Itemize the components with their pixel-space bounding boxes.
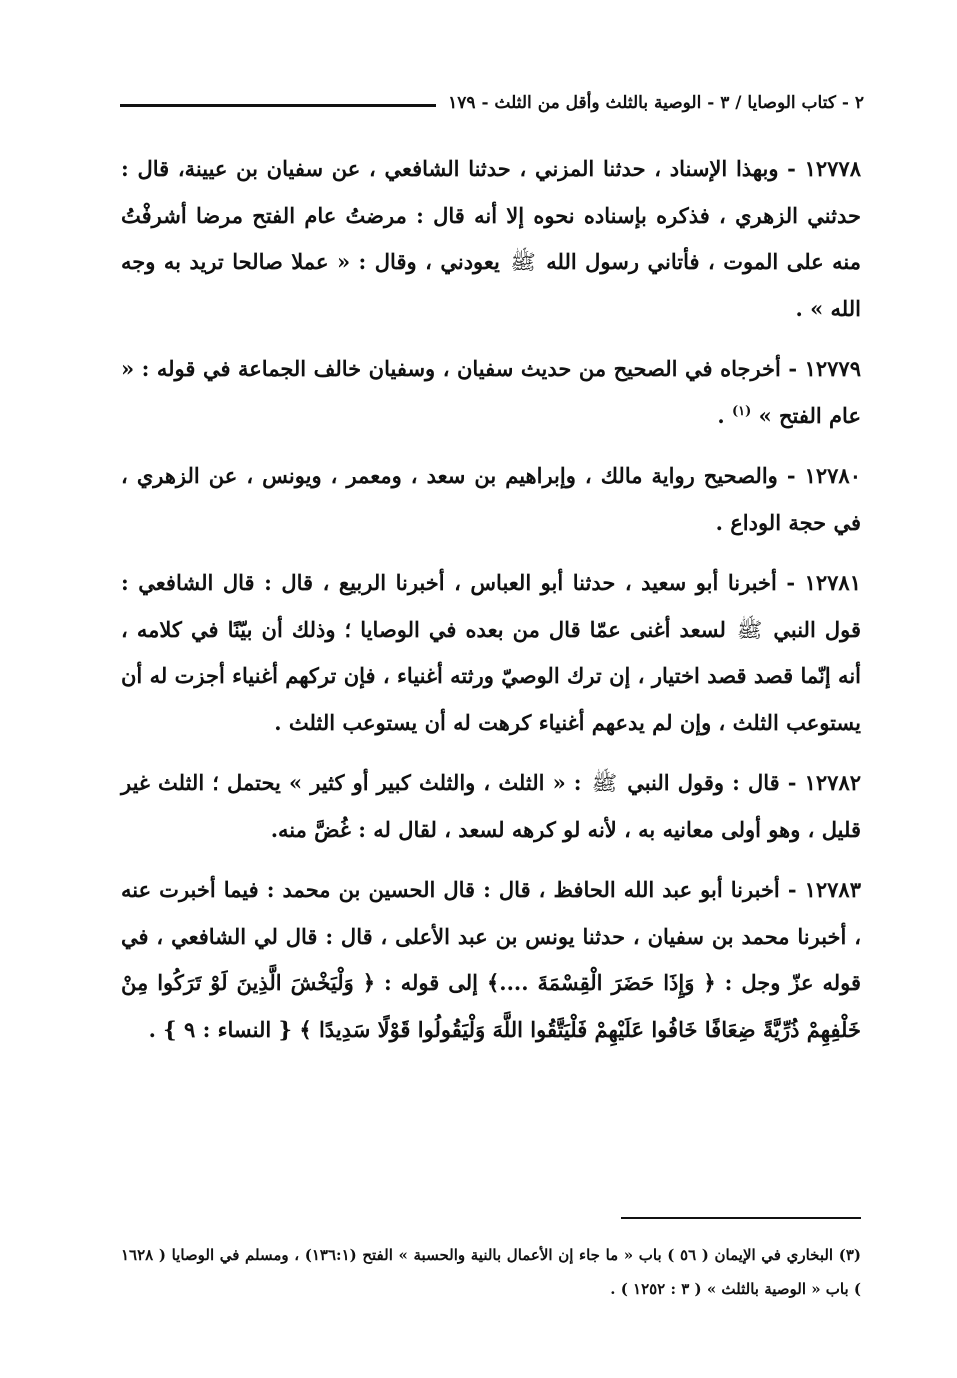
hadith-number: ١٢٧٧٩	[804, 356, 861, 381]
hadith-number: ١٢٧٨٠	[804, 463, 861, 488]
paragraph-12781	[121, 560, 861, 746]
paragraph-text: - أخبرنا أبو عبد الله الحافظ ، قال : قال الحسين بن محمد : فيما أخبرت عنه ، أخبرنا محمد بن سفيان ، حدثنا يونس بن عبد الأعلى ، قال : قال لي الشافعي ، في قوله عزّ وجل : ﴿ وَإِذَا حَضَرَ الْقِسْمَةَ ....﴾ إلى قوله : ﴿ وَلْيَخْشَ الَّذِينَ لَوْ تَرَكُوا مِنْ خَلْفِهِمْ ذُرِّيَّةً ضِعَافًا خَافُوا عَلَيْهِمْ فَلْيَتَّقُوا اللَّهَ وَلْيَقُولُوا قَوْلًا سَدِيدًا ﴾ { النساء : ٩ } .	[121, 877, 861, 1042]
footnotes	[121, 1238, 861, 1306]
hadith-number: ١٢٧٨١	[804, 570, 861, 595]
paragraph-text: - وبهذا الإسناد ، حدثنا المزني ، حدثنا الشافعي ، عن سفيان بن عيينة، قال : حدثني الزهري ، فذكره بإسناده نحوه إلا أنه قال : مرضتُ عام الفتح مرضا أشرفْتُ منه على الموت ، فأتاني رسول الله	[121, 156, 862, 274]
paragraph-12780	[121, 453, 861, 546]
hadith-number: ١٢٧٧٨	[804, 156, 861, 181]
hadith-number: ١٢٧٨٢	[804, 770, 862, 795]
paragraph-text: - أخبرنا أبو سعيد ، حدثنا أبو العباس ، أخبرنا الربيع ، قال : قال الشافعي : قول النبي	[121, 570, 862, 642]
paragraph-12782	[121, 760, 861, 853]
paragraph-12778	[121, 146, 861, 332]
salawat-symbol: ﷺ	[510, 250, 536, 274]
footnote-separator	[621, 1217, 861, 1219]
salawat-symbol: ﷺ	[736, 617, 763, 642]
paragraph-text: .	[717, 402, 732, 428]
footnote-reference[interactable]: (١)	[731, 403, 752, 419]
paragraph-text: - قال : وقول النبي	[627, 770, 805, 795]
running-header	[120, 86, 864, 120]
paragraph-12779	[121, 346, 861, 439]
paragraph-text: لسعد أغنى عمّا قال من بعده في الوصايا ؛ وذلك أن بيّنًا في كلامه ، أنه إنّما قصد قصد اختيار ، إن ترك الوصيّ ورثته أغنياء ، فإن تركهم أغنياء أجزت له أن يستوعب الثلث ، وإن لم يدعهم أغنياء كرهت له أن يستوعب الثلث .	[121, 616, 862, 735]
running-title: ٢ - كتاب الوصايا / ٣ - الوصية بالثلث وأقل من الثلث - ١٧٩	[448, 93, 864, 113]
main-text	[121, 146, 861, 1067]
hadith-number: ١٢٧٨٣	[804, 877, 861, 902]
salawat-symbol: ﷺ	[591, 771, 618, 795]
paragraph-text: - أخرجاه في الصحيح من حديث سفيان ، وسفيان خالف الجماعة في قوله : « عام الفتح »	[121, 356, 861, 428]
footnote-item: (٣) البخاري في الإيمان ( ٥٦ ) باب « ما جاء إن الأعمال بالنية والحسبة » الفتح (١٣٦:١) ، ومسلم في الوصايا ( ١٦٢٨ ) باب « الوصية بالثلث » ( ٣ : ١٢٥٢ ) .	[121, 1246, 861, 1298]
paragraph-text: يعودني ، وقال : « عملا صالحا تريد به وجه الله » .	[121, 249, 861, 321]
paragraph-text: - والصحيح رواية مالك ، وإبراهيم بن سعد ، ومعمر ، ويونس ، عن الزهري ، في حجة الوداع .	[121, 463, 861, 535]
paragraph-text: : « الثلث ، والثلث كبير أو كثير » يحتمل ؛ الثلث غير قليل ، وهو أولى معانيه به ، لأنه لو كرهه لسعد ، لقال له : غُضَّ منه.	[121, 770, 861, 842]
paragraph-12783	[121, 867, 861, 1053]
header-rule	[120, 104, 436, 107]
